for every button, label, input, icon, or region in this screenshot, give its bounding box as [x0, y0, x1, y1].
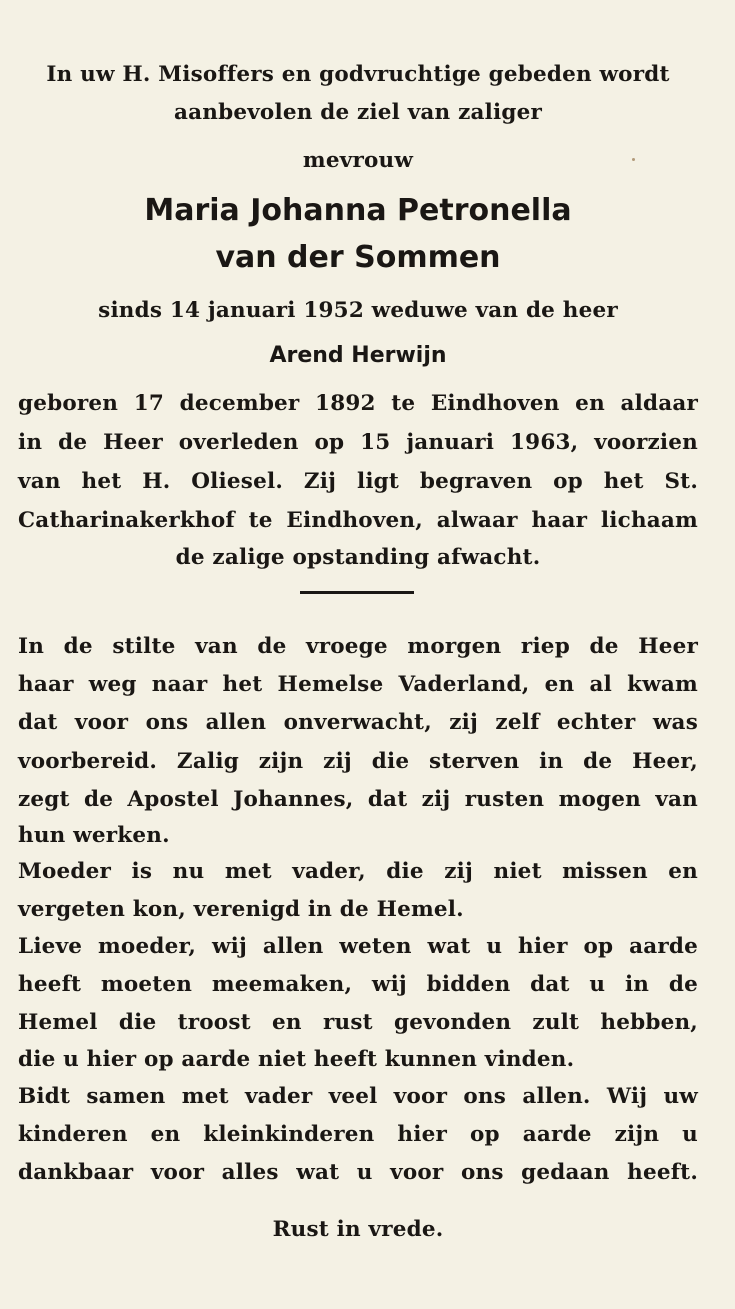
widow-line: sinds 14 januari 1952 weduwe van de heer — [98, 298, 618, 323]
title-line: mevrouw — [302, 148, 414, 173]
text-line: dankbaar voor alles wat u voor ons gedaan heeft. — [18, 1160, 698, 1185]
divider-rule — [300, 591, 414, 594]
text-line: Hemel die troost en rust gevonden zult hebben, — [18, 1010, 698, 1035]
husband-name: Arend Herwijn — [269, 343, 447, 368]
text-line: vergeten kon, verenigd in de Hemel. — [18, 897, 464, 922]
text-line: hun werken. — [18, 823, 170, 848]
bio-line: geboren 17 december 1892 te Eindhoven en aldaar — [18, 391, 698, 416]
text-line: heeft moeten meemaken, wij bidden dat u in de — [18, 972, 698, 997]
text-line: die u hier op aarde niet heeft kunnen vinden. — [18, 1047, 575, 1072]
text-line: zegt de Apostel Johannes, dat zij rusten mogen van — [18, 787, 698, 812]
intro-line-2: aanbevolen de ziel van zaliger — [174, 100, 542, 125]
text-line: kinderen en kleinkinderen hier op aarde zijn u — [18, 1122, 698, 1147]
closing-line: Rust in vrede. — [272, 1217, 444, 1242]
deceased-name-line-1: Maria Johanna Petronella — [144, 193, 572, 228]
text-line: Moeder is nu met vader, die zij niet missen en — [18, 859, 698, 884]
bio-line: de zalige opstanding afwacht. — [175, 545, 541, 570]
text-line: dat voor ons allen onverwacht, zij zelf echter was — [18, 710, 698, 735]
bio-line: Catharinakerkhof te Eindhoven, alwaar haar lichaam — [18, 508, 698, 533]
text-line: Lieve moeder, wij allen weten wat u hier op aarde — [18, 934, 698, 959]
bio-line: in de Heer overleden op 15 januari 1963, voorzien — [18, 430, 698, 455]
bio-line: van het H. Oliesel. Zij ligt begraven op het St. — [18, 469, 698, 494]
text-line: In de stilte van de vroege morgen riep de Heer — [18, 634, 698, 659]
text-line: Bidt samen met vader veel voor ons allen. Wij uw — [18, 1084, 698, 1109]
deceased-name-line-2: van der Sommen — [215, 240, 501, 275]
text-line: haar weg naar het Hemelse Vaderland, en al kwam — [18, 672, 698, 697]
intro-line-1: In uw H. Misoffers en godvruchtige gebeden wordt — [46, 62, 670, 87]
text-line: voorbereid. Zalig zijn zij die sterven in de Heer, — [18, 749, 698, 774]
